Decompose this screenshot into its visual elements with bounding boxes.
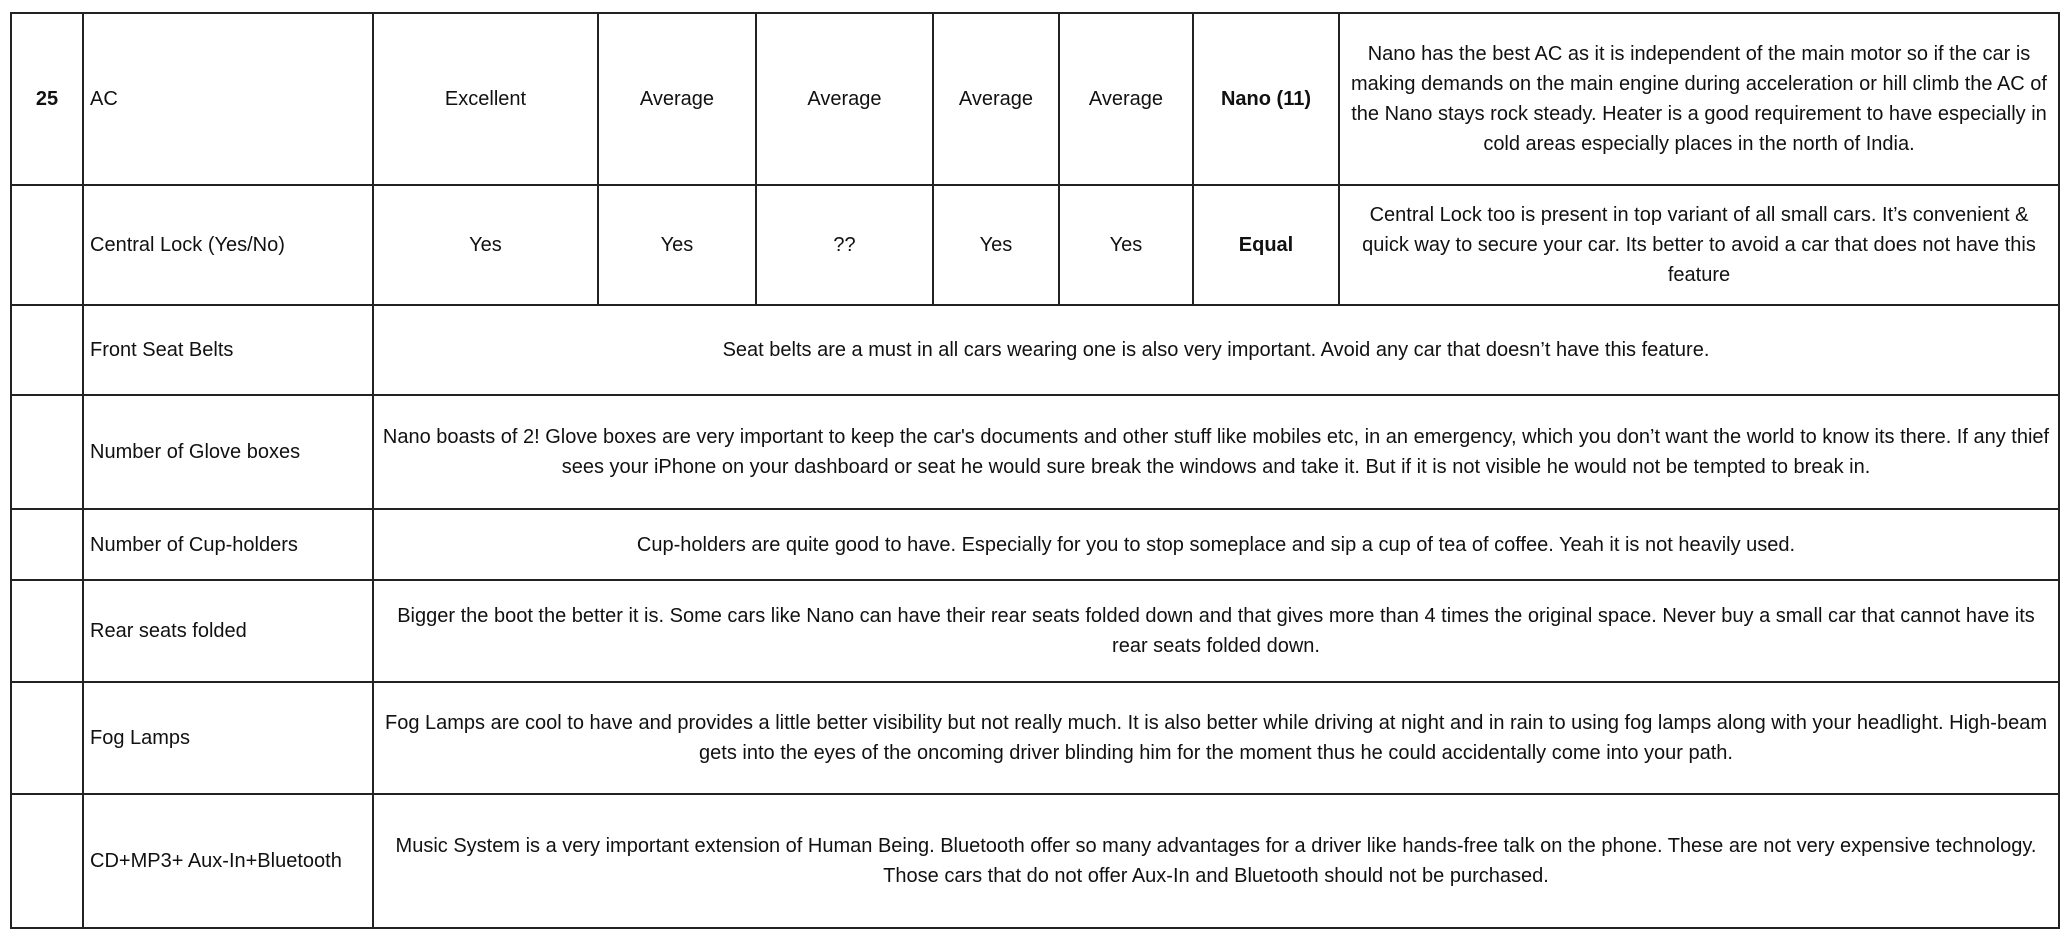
comment-cell: Cup-holders are quite good to have. Especially for you to stop someplace and sip a cup of tea of coffee. Yeah it is not heavily used. xyxy=(373,509,2059,580)
winner-cell: Equal xyxy=(1193,185,1339,305)
value-cell: Average xyxy=(933,13,1059,185)
value-cell: Yes xyxy=(598,185,756,305)
value-cell: Yes xyxy=(933,185,1059,305)
table-row-fog-lamps xyxy=(11,682,2059,794)
value-cell: Average xyxy=(598,13,756,185)
row-number xyxy=(11,305,83,395)
comparison-table xyxy=(10,12,2060,929)
value-cell: Excellent xyxy=(373,13,598,185)
table-row-seat-belts xyxy=(11,305,2059,395)
row-number xyxy=(11,794,83,928)
feature-label: Fog Lamps xyxy=(83,682,373,794)
row-number xyxy=(11,395,83,509)
table-row-rear-seats xyxy=(11,580,2059,682)
winner-cell: Nano (11) xyxy=(1193,13,1339,185)
table-row-ac xyxy=(11,13,2059,185)
table-row-glove-boxes xyxy=(11,395,2059,509)
table-row-central-lock xyxy=(11,185,2059,305)
feature-label: Rear seats folded xyxy=(83,580,373,682)
row-number xyxy=(11,509,83,580)
feature-label: CD+MP3+ Aux-In+Bluetooth xyxy=(83,794,373,928)
feature-label: Front Seat Belts xyxy=(83,305,373,395)
comment-cell: Nano boasts of 2! Glove boxes are very important to keep the car's documents and other stuff like mobiles etc, in an emergency, which you don’t want the world to know its there. If any thief sees your iPhone on your dashboard or seat he would sure break the windows and take it. But if it is not visible he would not be tempted to break in. xyxy=(373,395,2059,509)
feature-label: Central Lock (Yes/No) xyxy=(83,185,373,305)
row-number xyxy=(11,580,83,682)
note-cell: Central Lock too is present in top variant of all small cars. It’s convenient & quick way to secure your car. Its better to avoid a car that does not have this feature xyxy=(1339,185,2059,305)
value-cell: ?? xyxy=(756,185,933,305)
feature-label: Number of Cup-holders xyxy=(83,509,373,580)
value-cell: Average xyxy=(756,13,933,185)
table-row-cup-holders xyxy=(11,509,2059,580)
comment-cell: Bigger the boot the better it is. Some cars like Nano can have their rear seats folded down and that gives more than 4 times the original space. Never buy a small car that cannot have its rear seats folded down. xyxy=(373,580,2059,682)
row-number xyxy=(11,682,83,794)
feature-label: Number of Glove boxes xyxy=(83,395,373,509)
row-number xyxy=(11,185,83,305)
table-row-music-system xyxy=(11,794,2059,928)
value-cell: Yes xyxy=(373,185,598,305)
feature-label: AC xyxy=(83,13,373,185)
note-cell: Nano has the best AC as it is independent of the main motor so if the car is making demands on the main engine during acceleration or hill climb the AC of the Nano stays rock steady. Heater is a good requirement to have especially in cold areas especially places in the north of India. xyxy=(1339,13,2059,185)
comment-cell: Music System is a very important extension of Human Being. Bluetooth offer so many advantages for a driver like hands-free talk on the phone. These are not very expensive technology. Those cars that do not offer Aux-In and Bluetooth should not be purchased. xyxy=(373,794,2059,928)
row-number: 25 xyxy=(11,13,83,185)
comment-cell: Seat belts are a must in all cars wearing one is also very important. Avoid any car that doesn’t have this feature. xyxy=(373,305,2059,395)
value-cell: Yes xyxy=(1059,185,1193,305)
value-cell: Average xyxy=(1059,13,1193,185)
comment-cell: Fog Lamps are cool to have and provides a little better visibility but not really much. It is also better while driving at night and in rain to using fog lamps along with your headlight. High-beam gets into the eyes of the oncoming driver blinding him for the moment thus he could accidentally come into your path. xyxy=(373,682,2059,794)
